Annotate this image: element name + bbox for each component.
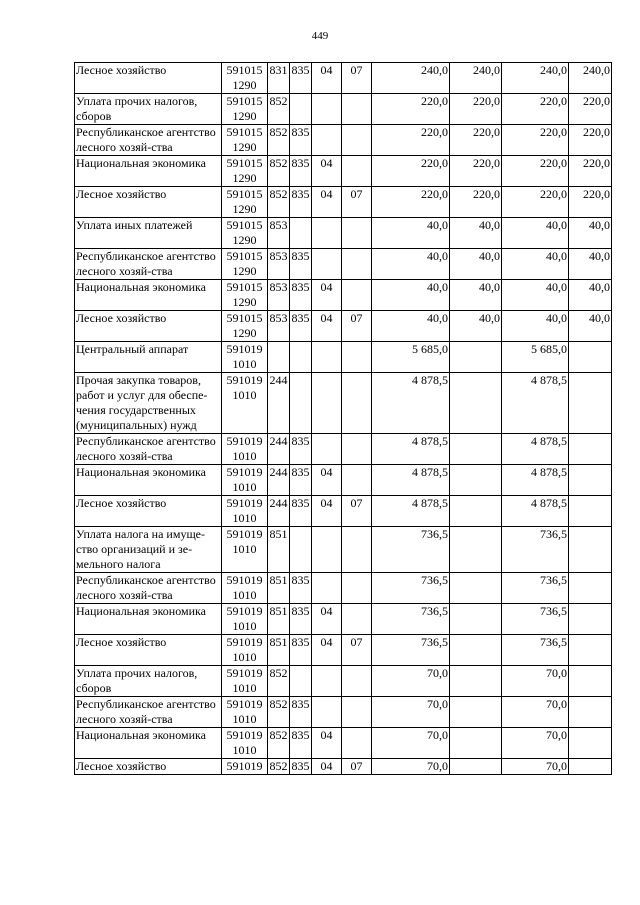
table-row (75, 573, 612, 604)
amount-2 (450, 635, 502, 666)
row-name: Центральный аппарат (75, 342, 222, 373)
amount-3: 4 878,5 (502, 434, 569, 465)
ministry-code: 835 (290, 697, 312, 728)
table-row (75, 635, 612, 666)
amount-1: 240,0 (372, 63, 450, 94)
amount-2 (450, 527, 502, 573)
target-article-code: 591019 (222, 759, 268, 775)
section-code (312, 573, 342, 604)
amount-1: 40,0 (372, 311, 450, 342)
amount-4 (569, 496, 612, 527)
amount-4 (569, 759, 612, 775)
table-row (75, 728, 612, 759)
section-code: 04 (312, 496, 342, 527)
section-code (312, 249, 342, 280)
amount-3: 220,0 (502, 187, 569, 218)
target-article-code: 591019 1010 (222, 697, 268, 728)
subsection-code (342, 342, 372, 373)
table-row (75, 465, 612, 496)
ministry-code: 835 (290, 187, 312, 218)
amount-4: 40,0 (569, 249, 612, 280)
expense-type-code: 851 (268, 635, 290, 666)
amount-1: 5 685,0 (372, 342, 450, 373)
amount-4: 220,0 (569, 125, 612, 156)
expense-type-code: 851 (268, 527, 290, 573)
ministry-code (290, 666, 312, 697)
page-number: 449 (311, 30, 329, 42)
amount-2: 220,0 (450, 94, 502, 125)
amount-3: 220,0 (502, 94, 569, 125)
subsection-code (342, 280, 372, 311)
target-article-code: 591019 1010 (222, 373, 268, 434)
amount-1: 220,0 (372, 156, 450, 187)
row-name: Лесное хозяйство (75, 635, 222, 666)
amount-3: 736,5 (502, 527, 569, 573)
row-name: Республиканское агентство лесного хозяй-ства (75, 434, 222, 465)
table-row (75, 496, 612, 527)
section-code: 04 (312, 465, 342, 496)
target-article-code: 591019 1010 (222, 527, 268, 573)
amount-3: 70,0 (502, 666, 569, 697)
amount-1: 40,0 (372, 249, 450, 280)
ministry-code: 835 (290, 63, 312, 94)
section-code: 04 (312, 728, 342, 759)
section-code: 04 (312, 63, 342, 94)
section-code (312, 342, 342, 373)
target-article-code: 591019 1010 (222, 635, 268, 666)
section-code (312, 125, 342, 156)
ministry-code: 835 (290, 496, 312, 527)
amount-1: 736,5 (372, 604, 450, 635)
amount-1: 736,5 (372, 573, 450, 604)
subsection-code (342, 728, 372, 759)
amount-4 (569, 697, 612, 728)
table-row (75, 604, 612, 635)
expense-type-code: 244 (268, 496, 290, 527)
target-article-code: 591019 1010 (222, 604, 268, 635)
amount-3: 736,5 (502, 604, 569, 635)
section-code (312, 527, 342, 573)
subsection-code (342, 573, 372, 604)
section-code: 04 (312, 280, 342, 311)
subsection-code (342, 434, 372, 465)
amount-1: 736,5 (372, 635, 450, 666)
row-name: Уплата иных платежей (75, 218, 222, 249)
ministry-code (290, 218, 312, 249)
amount-3: 220,0 (502, 156, 569, 187)
amount-3: 220,0 (502, 125, 569, 156)
expense-type-code: 853 (268, 311, 290, 342)
subsection-code (342, 666, 372, 697)
amount-3: 70,0 (502, 728, 569, 759)
row-name: Уплата прочих налогов, сборов (75, 94, 222, 125)
ministry-code: 835 (290, 125, 312, 156)
subsection-code: 07 (342, 496, 372, 527)
target-article-code: 591019 1010 (222, 666, 268, 697)
table-row (75, 527, 612, 573)
budget-table (74, 62, 612, 775)
amount-1: 4 878,5 (372, 373, 450, 434)
expense-type-code (268, 342, 290, 373)
ministry-code (290, 342, 312, 373)
expense-type-code: 853 (268, 218, 290, 249)
amount-3: 40,0 (502, 249, 569, 280)
amount-2 (450, 666, 502, 697)
target-article-code: 591015 1290 (222, 63, 268, 94)
expense-type-code: 244 (268, 465, 290, 496)
table-row (75, 311, 612, 342)
subsection-code (342, 527, 372, 573)
section-code: 04 (312, 187, 342, 218)
subsection-code: 07 (342, 187, 372, 218)
section-code: 04 (312, 156, 342, 187)
amount-4 (569, 434, 612, 465)
ministry-code: 835 (290, 635, 312, 666)
target-article-code: 591015 1290 (222, 249, 268, 280)
amount-3: 736,5 (502, 573, 569, 604)
amount-2 (450, 759, 502, 775)
amount-4 (569, 666, 612, 697)
row-name: Национальная экономика (75, 604, 222, 635)
expense-type-code: 851 (268, 573, 290, 604)
row-name: Национальная экономика (75, 728, 222, 759)
ministry-code: 835 (291, 759, 310, 773)
target-article-code: 591019 1010 (222, 342, 268, 373)
table-row (75, 63, 612, 94)
expense-type-code: 852 (268, 187, 290, 218)
row-name: Национальная экономика (75, 465, 222, 496)
amount-3: 40,0 (502, 280, 569, 311)
amount-4 (569, 465, 612, 496)
amount-4 (569, 527, 612, 573)
expense-type-code: 244 (268, 373, 290, 434)
amount-4 (569, 604, 612, 635)
section-code (312, 218, 342, 249)
amount-1: 4 878,5 (372, 434, 450, 465)
amount-2: 40,0 (450, 311, 502, 342)
amount-2 (450, 573, 502, 604)
table-row (75, 342, 612, 373)
amount-1: 4 878,5 (372, 465, 450, 496)
ministry-code (290, 94, 312, 125)
expense-type-code: 852 (269, 759, 288, 773)
expense-type-code: 852 (268, 728, 290, 759)
row-name: Лесное хозяйство (75, 311, 222, 342)
target-article-code: 591015 1290 (222, 311, 268, 342)
section-code (312, 434, 342, 465)
row-name: Лесное хозяйство (75, 759, 222, 775)
amount-2: 220,0 (450, 156, 502, 187)
table-row (75, 218, 612, 249)
table-row (75, 373, 612, 434)
target-article-code: 591015 1290 (222, 94, 268, 125)
amount-4 (569, 635, 612, 666)
target-article-code: 591015 1290 (222, 187, 268, 218)
amount-3: 5 685,0 (502, 342, 569, 373)
amount-2 (450, 434, 502, 465)
target-article-code: 591015 1290 (222, 218, 268, 249)
expense-type-code: 852 (268, 94, 290, 125)
section-code (312, 666, 342, 697)
expense-type-code: 852 (268, 125, 290, 156)
amount-4: 40,0 (569, 280, 612, 311)
amount-1: 70,0 (372, 759, 450, 775)
subsection-code (342, 373, 372, 434)
expense-type-code: 852 (268, 697, 290, 728)
table-row (75, 249, 612, 280)
subsection-code: 07 (342, 63, 372, 94)
amount-1: 70,0 (372, 728, 450, 759)
amount-4: 240,0 (569, 63, 612, 94)
ministry-code: 835 (290, 156, 312, 187)
subsection-code (342, 156, 372, 187)
amount-2 (450, 496, 502, 527)
ministry-code: 835 (290, 280, 312, 311)
amount-3: 70,0 (502, 697, 569, 728)
table-row (75, 280, 612, 311)
table-body (75, 63, 612, 775)
target-article-code: 591015 1290 (222, 280, 268, 311)
target-article-code: 591019 1010 (222, 434, 268, 465)
ministry-code: 835 (290, 249, 312, 280)
row-name: Республиканское агентство лесного хозяй-ства (75, 125, 222, 156)
amount-4 (569, 373, 612, 434)
amount-4: 40,0 (569, 218, 612, 249)
table-row (75, 666, 612, 697)
table-row (75, 156, 612, 187)
subsection-code (342, 94, 372, 125)
amount-1: 70,0 (372, 666, 450, 697)
subsection-code (342, 218, 372, 249)
amount-3: 4 878,5 (502, 373, 569, 434)
amount-2 (450, 342, 502, 373)
subsection-code (342, 249, 372, 280)
ministry-code: 835 (290, 604, 312, 635)
row-name: Лесное хозяйство (75, 63, 222, 94)
table-row (75, 434, 612, 465)
target-article-code: 591019 1010 (222, 728, 268, 759)
amount-4: 220,0 (569, 156, 612, 187)
amount-2: 240,0 (450, 63, 502, 94)
target-article-code: 591019 1010 (222, 465, 268, 496)
target-article-code: 591019 1010 (222, 496, 268, 527)
expense-type-code: 852 (268, 156, 290, 187)
amount-1: 40,0 (372, 280, 450, 311)
amount-3: 736,5 (502, 635, 569, 666)
amount-2 (450, 373, 502, 434)
row-name: Национальная экономика (75, 156, 222, 187)
expense-type-code: 831 (268, 63, 290, 94)
row-name: Республиканское агентство лесного хозяй-ства (75, 573, 222, 604)
ministry-code: 835 (290, 311, 312, 342)
subsection-code (342, 697, 372, 728)
expense-type-code: 853 (268, 280, 290, 311)
amount-3: 4 878,5 (502, 496, 569, 527)
section-code: 04 (312, 311, 342, 342)
amount-4: 220,0 (569, 187, 612, 218)
ministry-code: 835 (290, 573, 312, 604)
table-row (75, 94, 612, 125)
subsection-code: 07 (342, 635, 372, 666)
row-name: Национальная экономика (75, 280, 222, 311)
subsection-code: 07 (342, 759, 372, 775)
target-article-code: 591015 1290 (222, 156, 268, 187)
amount-3: 240,0 (502, 63, 569, 94)
amount-3: 4 878,5 (502, 465, 569, 496)
amount-2 (450, 604, 502, 635)
table-row (75, 125, 612, 156)
row-name: Республиканское агентство лесного хозяй-ства (75, 249, 222, 280)
row-name: Прочая закупка товаров, работ и услуг для обеспе-чения государственных (муниципальных) нужд (75, 373, 222, 434)
expense-type-code: 851 (268, 604, 290, 635)
amount-4 (569, 573, 612, 604)
amount-1: 220,0 (372, 125, 450, 156)
section-code: 04 (312, 759, 342, 775)
section-code: 04 (312, 604, 342, 635)
amount-3: 70,0 (502, 759, 569, 775)
section-code (312, 94, 342, 125)
table-row (75, 187, 612, 218)
row-name: Лесное хозяйство (75, 187, 222, 218)
amount-2 (450, 465, 502, 496)
amount-2 (450, 728, 502, 759)
amount-1: 40,0 (372, 218, 450, 249)
subsection-code: 07 (342, 311, 372, 342)
amount-2: 40,0 (450, 218, 502, 249)
amount-2: 220,0 (450, 125, 502, 156)
expense-type-code: 244 (268, 434, 290, 465)
row-name: Уплата прочих налогов, сборов (75, 666, 222, 697)
amount-4: 40,0 (569, 311, 612, 342)
amount-1: 736,5 (372, 527, 450, 573)
amount-4 (569, 728, 612, 759)
amount-3: 40,0 (502, 218, 569, 249)
subsection-code (342, 465, 372, 496)
row-name: Лесное хозяйство (75, 496, 222, 527)
target-article-code: 591019 1010 (222, 573, 268, 604)
ministry-code: 835 (290, 465, 312, 496)
subsection-code (342, 604, 372, 635)
ministry-code (290, 373, 312, 434)
amount-4: 220,0 (569, 94, 612, 125)
amount-4 (569, 342, 612, 373)
section-code (312, 697, 342, 728)
subsection-code (342, 125, 372, 156)
ministry-code: 835 (290, 434, 312, 465)
amount-2: 40,0 (450, 280, 502, 311)
expense-type-code: 852 (268, 666, 290, 697)
amount-1: 220,0 (372, 94, 450, 125)
expense-type-code: 853 (268, 249, 290, 280)
target-article-code: 591015 1290 (222, 125, 268, 156)
amount-1: 4 878,5 (372, 496, 450, 527)
amount-2 (450, 697, 502, 728)
table-row (75, 759, 612, 775)
amount-3: 40,0 (502, 311, 569, 342)
amount-2: 40,0 (450, 249, 502, 280)
section-code: 04 (312, 635, 342, 666)
amount-1: 220,0 (372, 187, 450, 218)
row-name: Уплата налога на имуще-ство организаций и зе-мельного налога (75, 527, 222, 573)
row-name: Республиканское агентство лесного хозяй-ства (75, 697, 222, 728)
amount-1: 70,0 (372, 697, 450, 728)
ministry-code: 835 (290, 728, 312, 759)
ministry-code (290, 527, 312, 573)
section-code (312, 373, 342, 434)
amount-2: 220,0 (450, 187, 502, 218)
table-row (75, 697, 612, 728)
